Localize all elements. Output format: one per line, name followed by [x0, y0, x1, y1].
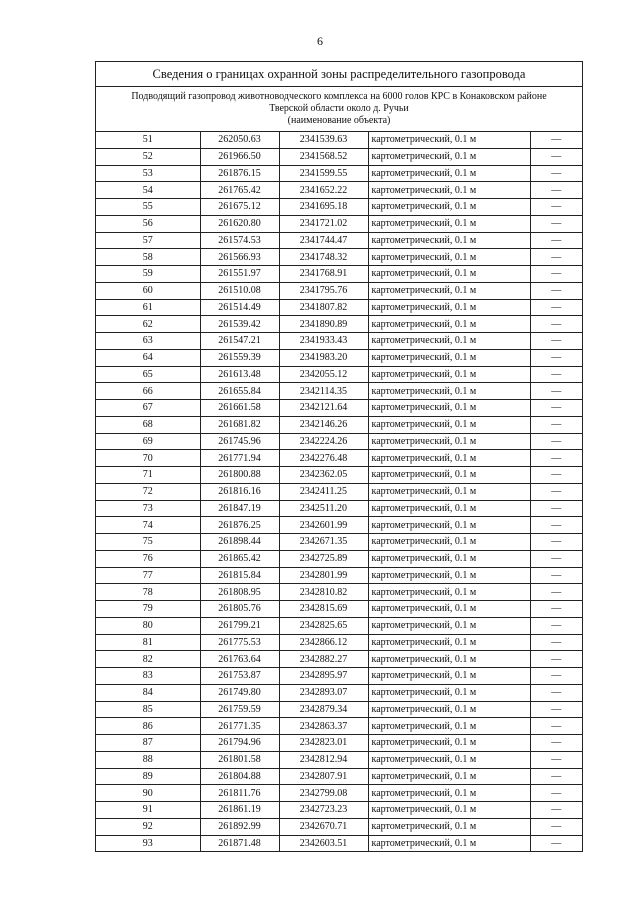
y-coordinate-cell: 2342825.65: [279, 617, 368, 634]
accuracy-dash-cell: —: [530, 182, 582, 199]
table-row: [96, 366, 582, 383]
table-row: [96, 500, 582, 517]
method-cell: картометрический, 0.1 м: [368, 182, 530, 199]
x-coordinate-cell: 261801.58: [200, 751, 279, 768]
table-row: [96, 400, 582, 417]
x-coordinate-cell: 262050.63: [200, 132, 279, 148]
y-coordinate-cell: 2342801.99: [279, 567, 368, 584]
table-row: [96, 282, 582, 299]
y-coordinate-cell: 2342671.35: [279, 534, 368, 551]
table-row: [96, 132, 582, 148]
point-number-cell: 87: [96, 735, 200, 752]
x-coordinate-cell: 261514.49: [200, 299, 279, 316]
method-cell: картометрический, 0.1 м: [368, 215, 530, 232]
accuracy-dash-cell: —: [530, 651, 582, 668]
method-cell: картометрический, 0.1 м: [368, 818, 530, 835]
point-number-cell: 69: [96, 433, 200, 450]
x-coordinate-cell: 261847.19: [200, 500, 279, 517]
accuracy-dash-cell: —: [530, 132, 582, 148]
point-number-cell: 58: [96, 249, 200, 266]
x-coordinate-cell: 261800.88: [200, 467, 279, 484]
y-coordinate-cell: 2342121.64: [279, 400, 368, 417]
method-cell: картометрический, 0.1 м: [368, 132, 530, 148]
table-row: [96, 148, 582, 165]
x-coordinate-cell: 261574.53: [200, 232, 279, 249]
table-row: [96, 534, 582, 551]
method-cell: картометрический, 0.1 м: [368, 668, 530, 685]
method-cell: картометрический, 0.1 м: [368, 416, 530, 433]
y-coordinate-cell: 2342670.71: [279, 818, 368, 835]
accuracy-dash-cell: —: [530, 366, 582, 383]
point-number-cell: 72: [96, 483, 200, 500]
object-name-caption: (наименование объекта): [287, 115, 391, 126]
accuracy-dash-cell: —: [530, 601, 582, 618]
x-coordinate-cell: 261771.35: [200, 718, 279, 735]
y-coordinate-cell: 2342601.99: [279, 517, 368, 534]
x-coordinate-cell: 261539.42: [200, 316, 279, 333]
x-coordinate-cell: 261861.19: [200, 802, 279, 819]
x-coordinate-cell: 261898.44: [200, 534, 279, 551]
method-cell: картометрический, 0.1 м: [368, 584, 530, 601]
method-cell: картометрический, 0.1 м: [368, 266, 530, 283]
table-row: [96, 718, 582, 735]
x-coordinate-cell: 261763.64: [200, 651, 279, 668]
document-title: Сведения о границах охранной зоны распределительного газопровода: [96, 62, 582, 87]
method-cell: картометрический, 0.1 м: [368, 684, 530, 701]
x-coordinate-cell: 261808.95: [200, 584, 279, 601]
y-coordinate-cell: 2342812.94: [279, 751, 368, 768]
object-name-block: [96, 87, 582, 132]
point-number-cell: 66: [96, 383, 200, 400]
method-cell: картометрический, 0.1 м: [368, 400, 530, 417]
accuracy-dash-cell: —: [530, 316, 582, 333]
x-coordinate-cell: 261794.96: [200, 735, 279, 752]
x-coordinate-cell: 261799.21: [200, 617, 279, 634]
table-row: [96, 416, 582, 433]
table-row: [96, 567, 582, 584]
y-coordinate-cell: 2342815.69: [279, 601, 368, 618]
y-coordinate-cell: 2342879.34: [279, 701, 368, 718]
point-number-cell: 86: [96, 718, 200, 735]
x-coordinate-cell: 261661.58: [200, 400, 279, 417]
accuracy-dash-cell: —: [530, 617, 582, 634]
y-coordinate-cell: 2341539.63: [279, 132, 368, 148]
method-cell: картометрический, 0.1 м: [368, 199, 530, 216]
accuracy-dash-cell: —: [530, 400, 582, 417]
table-row: [96, 785, 582, 802]
table-row: [96, 299, 582, 316]
y-coordinate-cell: 2342603.51: [279, 835, 368, 851]
method-cell: картометрический, 0.1 м: [368, 601, 530, 618]
point-number-cell: 68: [96, 416, 200, 433]
y-coordinate-cell: 2342810.82: [279, 584, 368, 601]
accuracy-dash-cell: —: [530, 634, 582, 651]
accuracy-dash-cell: —: [530, 668, 582, 685]
x-coordinate-cell: 261865.42: [200, 550, 279, 567]
method-cell: картометрический, 0.1 м: [368, 450, 530, 467]
x-coordinate-cell: 261620.80: [200, 215, 279, 232]
x-coordinate-cell: 261655.84: [200, 383, 279, 400]
table-row: [96, 383, 582, 400]
y-coordinate-cell: 2341721.02: [279, 215, 368, 232]
table-row: [96, 483, 582, 500]
table-row: [96, 199, 582, 216]
accuracy-dash-cell: —: [530, 383, 582, 400]
method-cell: картометрический, 0.1 м: [368, 617, 530, 634]
accuracy-dash-cell: —: [530, 684, 582, 701]
table-row: [96, 349, 582, 366]
table-row: [96, 684, 582, 701]
accuracy-dash-cell: —: [530, 718, 582, 735]
table-row: [96, 617, 582, 634]
method-cell: картометрический, 0.1 м: [368, 383, 530, 400]
y-coordinate-cell: 2342893.07: [279, 684, 368, 701]
method-cell: картометрический, 0.1 м: [368, 148, 530, 165]
point-number-cell: 84: [96, 684, 200, 701]
point-number-cell: 56: [96, 215, 200, 232]
x-coordinate-cell: 261551.97: [200, 266, 279, 283]
method-cell: картометрический, 0.1 м: [368, 768, 530, 785]
table-row: [96, 835, 582, 851]
x-coordinate-cell: 261771.94: [200, 450, 279, 467]
point-number-cell: 88: [96, 751, 200, 768]
point-number-cell: 78: [96, 584, 200, 601]
y-coordinate-cell: 2342725.89: [279, 550, 368, 567]
method-cell: картометрический, 0.1 м: [368, 701, 530, 718]
x-coordinate-cell: 261811.76: [200, 785, 279, 802]
y-coordinate-cell: 2342807.91: [279, 768, 368, 785]
table-row: [96, 165, 582, 182]
method-cell: картометрический, 0.1 м: [368, 735, 530, 752]
point-number-cell: 91: [96, 802, 200, 819]
method-cell: картометрический, 0.1 м: [368, 366, 530, 383]
accuracy-dash-cell: —: [530, 584, 582, 601]
point-number-cell: 79: [96, 601, 200, 618]
table-row: [96, 550, 582, 567]
point-number-cell: 77: [96, 567, 200, 584]
point-number-cell: 71: [96, 467, 200, 484]
table-row: [96, 266, 582, 283]
x-coordinate-cell: 261510.08: [200, 282, 279, 299]
y-coordinate-cell: 2342866.12: [279, 634, 368, 651]
x-coordinate-cell: 261966.50: [200, 148, 279, 165]
accuracy-dash-cell: —: [530, 818, 582, 835]
table-row: [96, 249, 582, 266]
accuracy-dash-cell: —: [530, 735, 582, 752]
y-coordinate-cell: 2341807.82: [279, 299, 368, 316]
y-coordinate-cell: 2342114.35: [279, 383, 368, 400]
accuracy-dash-cell: —: [530, 500, 582, 517]
x-coordinate-cell: 261749.80: [200, 684, 279, 701]
x-coordinate-cell: 261871.48: [200, 835, 279, 851]
page-number: 6: [317, 34, 323, 48]
point-number-cell: 93: [96, 835, 200, 851]
accuracy-dash-cell: —: [530, 215, 582, 232]
method-cell: картометрический, 0.1 м: [368, 835, 530, 851]
x-coordinate-cell: 261892.99: [200, 818, 279, 835]
table-row: [96, 517, 582, 534]
method-cell: картометрический, 0.1 м: [368, 467, 530, 484]
point-number-cell: 59: [96, 266, 200, 283]
x-coordinate-cell: 261816.16: [200, 483, 279, 500]
point-number-cell: 51: [96, 132, 200, 148]
accuracy-dash-cell: —: [530, 148, 582, 165]
point-number-cell: 92: [96, 818, 200, 835]
method-cell: картометрический, 0.1 м: [368, 651, 530, 668]
table-row: [96, 818, 582, 835]
method-cell: картометрический, 0.1 м: [368, 299, 530, 316]
y-coordinate-cell: 2341599.55: [279, 165, 368, 182]
y-coordinate-cell: 2342799.08: [279, 785, 368, 802]
point-number-cell: 65: [96, 366, 200, 383]
accuracy-dash-cell: —: [530, 232, 582, 249]
point-number-cell: 80: [96, 617, 200, 634]
y-coordinate-cell: 2342146.26: [279, 416, 368, 433]
accuracy-dash-cell: —: [530, 534, 582, 551]
accuracy-dash-cell: —: [530, 165, 582, 182]
point-number-cell: 62: [96, 316, 200, 333]
y-coordinate-cell: 2341744.47: [279, 232, 368, 249]
accuracy-dash-cell: —: [530, 266, 582, 283]
x-coordinate-cell: 261566.93: [200, 249, 279, 266]
y-coordinate-cell: 2341933.43: [279, 333, 368, 350]
y-coordinate-cell: 2341748.32: [279, 249, 368, 266]
table-row: [96, 215, 582, 232]
method-cell: картометрический, 0.1 м: [368, 333, 530, 350]
table-row: [96, 751, 582, 768]
table-row: [96, 584, 582, 601]
accuracy-dash-cell: —: [530, 416, 582, 433]
point-number-cell: 82: [96, 651, 200, 668]
point-number-cell: 85: [96, 701, 200, 718]
accuracy-dash-cell: —: [530, 299, 582, 316]
y-coordinate-cell: 2341983.20: [279, 349, 368, 366]
table-row: [96, 467, 582, 484]
table-row: [96, 333, 582, 350]
point-number-cell: 64: [96, 349, 200, 366]
x-coordinate-cell: 261805.76: [200, 601, 279, 618]
x-coordinate-cell: 261681.82: [200, 416, 279, 433]
point-number-cell: 53: [96, 165, 200, 182]
point-number-cell: 90: [96, 785, 200, 802]
y-coordinate-cell: 2342863.37: [279, 718, 368, 735]
point-number-cell: 57: [96, 232, 200, 249]
accuracy-dash-cell: —: [530, 550, 582, 567]
y-coordinate-cell: 2342224.26: [279, 433, 368, 450]
method-cell: картометрический, 0.1 м: [368, 433, 530, 450]
point-number-cell: 52: [96, 148, 200, 165]
point-number-cell: 83: [96, 668, 200, 685]
accuracy-dash-cell: —: [530, 433, 582, 450]
x-coordinate-cell: 261775.53: [200, 634, 279, 651]
method-cell: картометрический, 0.1 м: [368, 349, 530, 366]
accuracy-dash-cell: —: [530, 483, 582, 500]
table-row: [96, 232, 582, 249]
point-number-cell: 54: [96, 182, 200, 199]
accuracy-dash-cell: —: [551, 837, 562, 849]
point-number-cell: 73: [96, 500, 200, 517]
method-cell: картометрический, 0.1 м: [368, 517, 530, 534]
point-number-cell: 76: [96, 550, 200, 567]
y-coordinate-cell: 2342276.48: [279, 450, 368, 467]
point-number-cell: 70: [96, 450, 200, 467]
method-cell: картометрический, 0.1 м: [368, 249, 530, 266]
point-number-cell: 75: [96, 534, 200, 551]
accuracy-dash-cell: —: [530, 349, 582, 366]
point-number-cell: 89: [96, 768, 200, 785]
point-number-cell: 67: [96, 400, 200, 417]
method-cell: картометрический, 0.1 м: [368, 550, 530, 567]
method-cell: картометрический, 0.1 м: [368, 282, 530, 299]
table-row: [96, 735, 582, 752]
x-coordinate-cell: 261753.87: [200, 668, 279, 685]
x-coordinate-cell: 261876.25: [200, 517, 279, 534]
accuracy-dash-cell: —: [530, 333, 582, 350]
accuracy-dash-cell: —: [530, 802, 582, 819]
point-number-cell: 61: [96, 299, 200, 316]
point-number-cell: 81: [96, 634, 200, 651]
table-row: [96, 601, 582, 618]
table-row: [96, 668, 582, 685]
table-row: [96, 182, 582, 199]
y-coordinate-cell: 2341890.89: [279, 316, 368, 333]
y-coordinate-cell: 2342723.23: [279, 802, 368, 819]
table-row: [96, 802, 582, 819]
y-coordinate-cell: 2341568.52: [279, 148, 368, 165]
y-coordinate-cell: 2342362.05: [279, 467, 368, 484]
document-frame: [95, 61, 583, 852]
table-row: [96, 450, 582, 467]
table-row: [96, 634, 582, 651]
coordinates-table-body: [96, 132, 582, 851]
point-number-cell: 74: [96, 517, 200, 534]
method-cell: картометрический, 0.1 м: [368, 718, 530, 735]
y-coordinate-cell: 2342411.25: [279, 483, 368, 500]
accuracy-dash-cell: —: [530, 249, 582, 266]
y-coordinate-cell: 2342823.01: [279, 735, 368, 752]
accuracy-dash-cell: —: [530, 768, 582, 785]
method-cell: картометрический, 0.1 м: [368, 232, 530, 249]
y-coordinate-cell: 2341768.91: [279, 266, 368, 283]
accuracy-dash-cell: —: [530, 467, 582, 484]
method-cell: картометрический, 0.1 м: [368, 634, 530, 651]
table-row: [96, 316, 582, 333]
y-coordinate-cell: 2341652.22: [279, 182, 368, 199]
x-coordinate-cell: 261759.59: [200, 701, 279, 718]
accuracy-dash-cell: —: [530, 450, 582, 467]
y-coordinate-cell: 2341695.18: [279, 199, 368, 216]
method-cell: картометрический, 0.1 м: [368, 500, 530, 517]
y-coordinate-cell: 2342895.97: [279, 668, 368, 685]
x-coordinate-cell: 261675.12: [200, 199, 279, 216]
y-coordinate-cell: 2342055.12: [279, 366, 368, 383]
y-coordinate-cell: 2341795.76: [279, 282, 368, 299]
accuracy-dash-cell: —: [530, 517, 582, 534]
x-coordinate-cell: 261547.21: [200, 333, 279, 350]
x-coordinate-cell: 261613.48: [200, 366, 279, 383]
accuracy-dash-cell: —: [530, 282, 582, 299]
method-cell: картометрический, 0.1 м: [368, 534, 530, 551]
point-number-cell: 63: [96, 333, 200, 350]
method-cell: картометрический, 0.1 м: [368, 567, 530, 584]
point-number-cell: 55: [96, 199, 200, 216]
x-coordinate-cell: 261559.39: [200, 349, 279, 366]
table-row: [96, 651, 582, 668]
x-coordinate-cell: 261815.84: [200, 567, 279, 584]
table-row: [96, 433, 582, 450]
x-coordinate-cell: 261876.15: [200, 165, 279, 182]
table-row: [96, 701, 582, 718]
accuracy-dash-cell: —: [530, 567, 582, 584]
method-cell: картометрический, 0.1 м: [368, 165, 530, 182]
accuracy-dash-cell: —: [530, 701, 582, 718]
accuracy-dash-cell: —: [530, 199, 582, 216]
method-cell: картометрический, 0.1 м: [368, 751, 530, 768]
method-cell: картометрический, 0.1 м: [368, 802, 530, 819]
point-number-cell: 60: [96, 282, 200, 299]
table-row: [96, 768, 582, 785]
x-coordinate-cell: 261745.96: [200, 433, 279, 450]
method-cell: картометрический, 0.1 м: [368, 483, 530, 500]
method-cell: картометрический, 0.1 м: [368, 316, 530, 333]
object-name-line-2: Тверской области около д. Ручьи: [269, 103, 409, 114]
y-coordinate-cell: 2342511.20: [279, 500, 368, 517]
accuracy-dash-cell: —: [530, 751, 582, 768]
accuracy-dash-cell: —: [530, 785, 582, 802]
method-cell: картометрический, 0.1 м: [368, 785, 530, 802]
object-name-line-1: Подводящий газопровод животноводческого комплекса на 6000 голов КРС в Конаковском районе: [131, 91, 547, 102]
coordinates-table: [96, 132, 582, 851]
x-coordinate-cell: 261804.88: [200, 768, 279, 785]
y-coordinate-cell: 2342882.27: [279, 651, 368, 668]
x-coordinate-cell: 261765.42: [200, 182, 279, 199]
